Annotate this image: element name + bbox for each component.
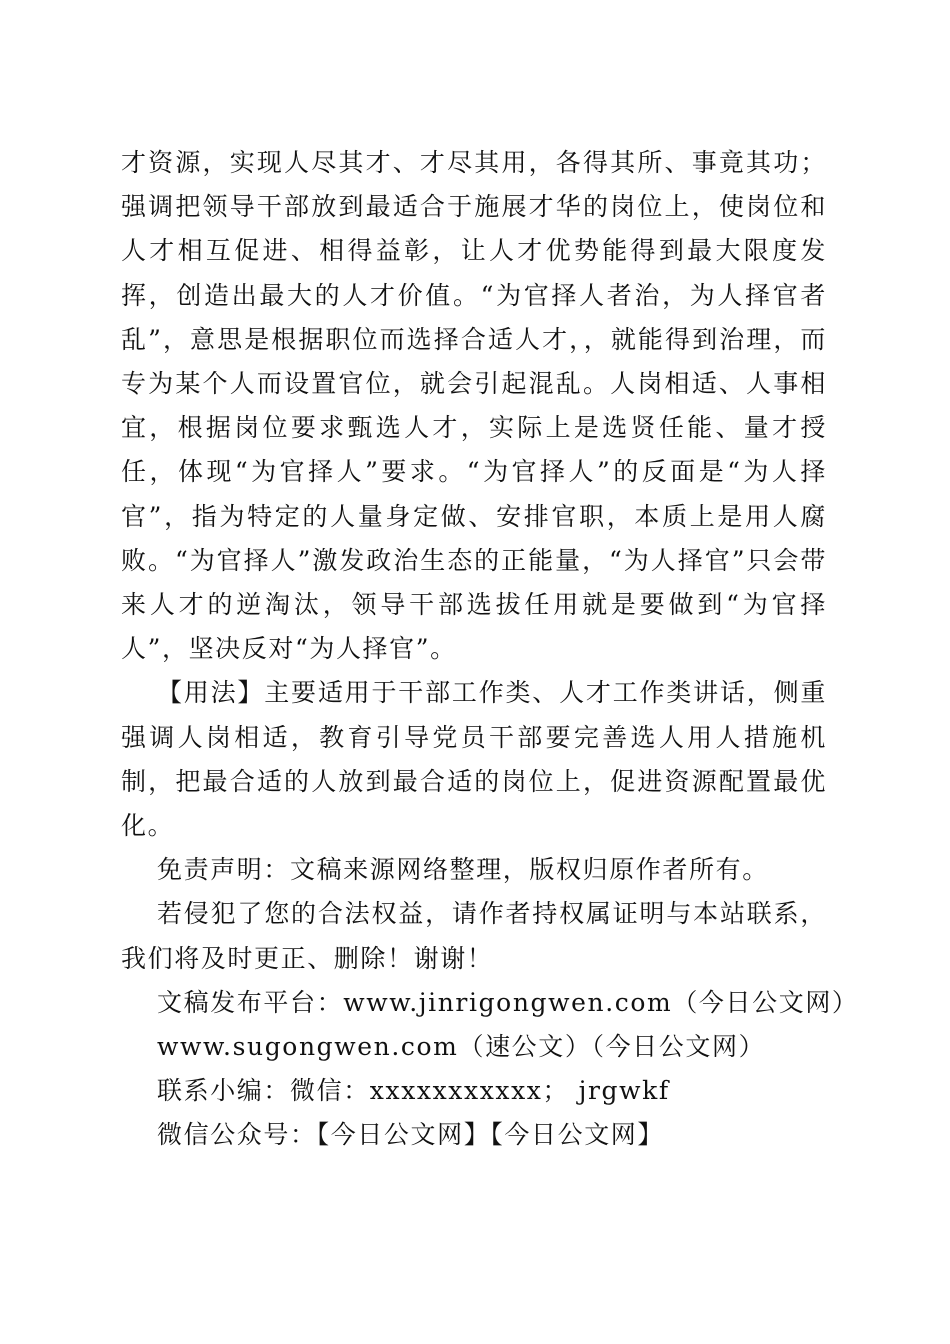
document-body: [121, 141, 859, 1158]
infringement-notice-paragraph: 若侵犯了您的合法权益，请作者持权属证明与本站联系，我们将及时更正、删除！谢谢！: [121, 899, 827, 973]
publisher-info: [121, 981, 859, 1158]
body-paragraph: 才资源，实现人尽其才、才尽其用，各得其所、事竟其功；强调把领导干部放到最适合于施展才华的岗位上，使岗位和人才相互促进、相得益彰，让人才优势能得到最大限度发挥，创造出最大的人才价值。“为官择人者治，为人择官者乱”，意思是根据职位而选择合适人才，，就能得到治理，而专为某个人而设置官位，就会引起混乱。人岗相适、人事相宜，根据岗位要求甄选人才，实际上是选贤任能、量才授任，体现“为官择人”要求。“为官择人”的反面是“为人择官”，指为特定的人量身定做、安排官职，本质上是用人腐败。“为官择人”激发政治生态的正能量，“为人择官”只会带来人才的逆淘汰，领导干部选拔任用就是要做到“为官择人”，坚决反对“为人择官”。: [121, 148, 827, 664]
contact-line: 联系小编：微信：xxxxxxxxxxx； jrgwkf: [157, 1076, 670, 1106]
disclaimer-paragraph: 免责声明：文稿来源网络整理，版权归原作者所有。: [157, 855, 769, 885]
website-line: www.sugongwen.com（速公文）（今日公文网）: [157, 1032, 766, 1062]
wechat-account-line: 微信公众号：【今日公文网】【今日公文网】: [157, 1120, 665, 1150]
usage-paragraph: 【用法】主要适用于干部工作类、人才工作类讲话，侧重强调人岗相适，教育引导党员干部要完善选人用人措施机制，把最合适的人放到最合适的岗位上，促进资源配置最优化。: [121, 678, 827, 841]
publish-platform-line: 文稿发布平台：www.jinrigongwen.com（今日公文网）: [157, 987, 859, 1017]
